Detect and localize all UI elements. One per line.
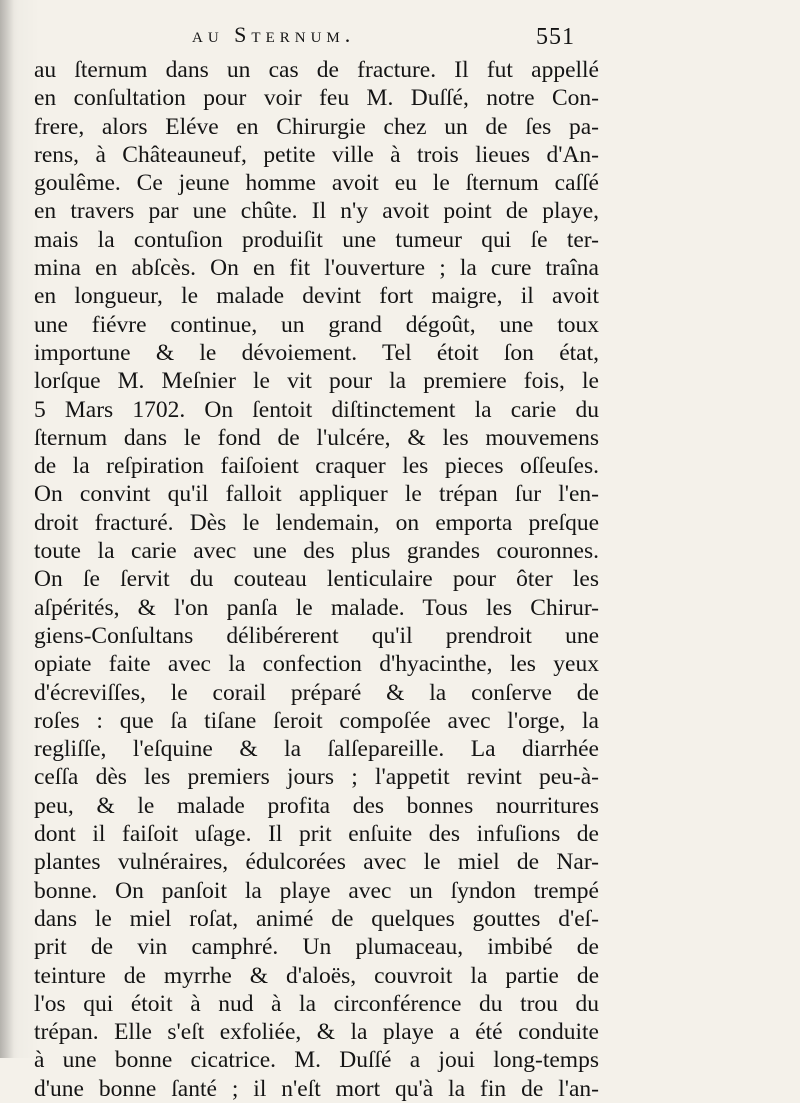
text-line: dans le miel roſat, animé de quelques gouttes d'eſ- (34, 905, 599, 932)
text-line: importune & le dévoiement. Tel étoit ſon état, (34, 339, 599, 366)
text-line: ſternum dans le fond de l'ulcére, & les mouvemens (34, 424, 599, 451)
text-line: prit de vin camphré. Un plumaceau, imbibé de (34, 934, 599, 961)
text-line: On ſe ſervit du couteau lenticulaire pour ôter les (34, 566, 599, 593)
text-line: opiate faite avec la confection d'hyacinthe, les yeux (34, 651, 599, 678)
running-head (0, 18, 800, 58)
page-number: 551 (536, 24, 575, 50)
text-line: l'os qui étoit à nud à la circonférence du trou du (34, 990, 599, 1017)
text-line: 5 Mars 1702. On ſentoit diſtinctement la carie du (34, 396, 599, 423)
text-line: roſes : que ſa tiſane ſeroit compoſée avec l'orge, la (34, 707, 599, 734)
text-line: mina en abſcès. On en fit l'ouverture ; la cure traîna (34, 255, 599, 282)
text-line: peu, & le malade profita des bonnes nourritures (34, 792, 599, 819)
text-line: goulême. Ce jeune homme avoit eu le ſternum caſſé (34, 170, 599, 197)
text-line: au ſternum dans un cas de fracture. Il fut appellé (34, 57, 599, 83)
text-line: à une bonne cicatrice. M. Duſſé a joui long-temps (34, 1047, 599, 1074)
text-line: rens, à Châteauneuf, petite ville à trois lieues d'An- (34, 141, 599, 168)
text-line: en travers par une chûte. Il n'y avoit point de playe, (34, 198, 599, 225)
text-line: ceſſa dès les premiers jours ; l'appetit revint peu-à- (34, 764, 599, 791)
text-line: de la reſpiration faiſoient craquer les pieces oſſeuſes. (34, 453, 599, 480)
text-line: droit fracturé. Dès le lendemain, on emporta preſque (34, 509, 599, 536)
text-line: d'une bonne ſanté ; il n'eſt mort qu'à la fin de l'an- (34, 1075, 599, 1102)
text-line: trépan. Elle s'eſt exfoliée, & la playe a été conduite (34, 1019, 599, 1046)
text-line: On convint qu'il falloit appliquer le trépan ſur l'en- (34, 481, 599, 508)
text-line: frere, alors Eléve en Chirurgie chez un de ſes pa- (34, 113, 599, 140)
text-line: plantes vulnéraires, édulcorées avec le miel de Nar- (34, 849, 599, 876)
text-line: en conſultation pour voir feu M. Duſſé, notre Con- (34, 85, 599, 112)
text-line: lorſque M. Meſnier le vit pour la premiere fois, le (34, 368, 599, 395)
gutter-shadow (0, 0, 14, 1058)
text-line: en longueur, le malade devint fort maigre, il avoit (34, 283, 599, 310)
text-line: toute la carie avec une des plus grandes couronnes. (34, 538, 599, 565)
text-line: teinture de myrrhe & d'aloës, couvroit la partie de (34, 962, 599, 989)
text-line: une fiévre continue, un grand dégoût, une toux (34, 311, 599, 338)
text-line: bonne. On panſoit la playe avec un ſyndon trempé (34, 877, 599, 904)
running-title: au Sternum. (192, 22, 356, 47)
text-line: regliſſe, l'eſquine & la ſalſepareille. La diarrhée (34, 736, 599, 763)
text-line: giens-Conſultans délibérerent qu'il prendroit une (34, 622, 599, 649)
text-line: d'écreviſſes, le corail préparé & la conſerve de (34, 679, 599, 706)
body-text (34, 56, 599, 1103)
text-line: aſpérités, & l'on panſa le malade. Tous les Chirur- (34, 594, 599, 621)
text-line: dont il faiſoit uſage. Il prit enſuite des infuſions de (34, 821, 599, 848)
text-line: mais la contuſion produiſit une tumeur qui ſe ter- (34, 226, 599, 253)
